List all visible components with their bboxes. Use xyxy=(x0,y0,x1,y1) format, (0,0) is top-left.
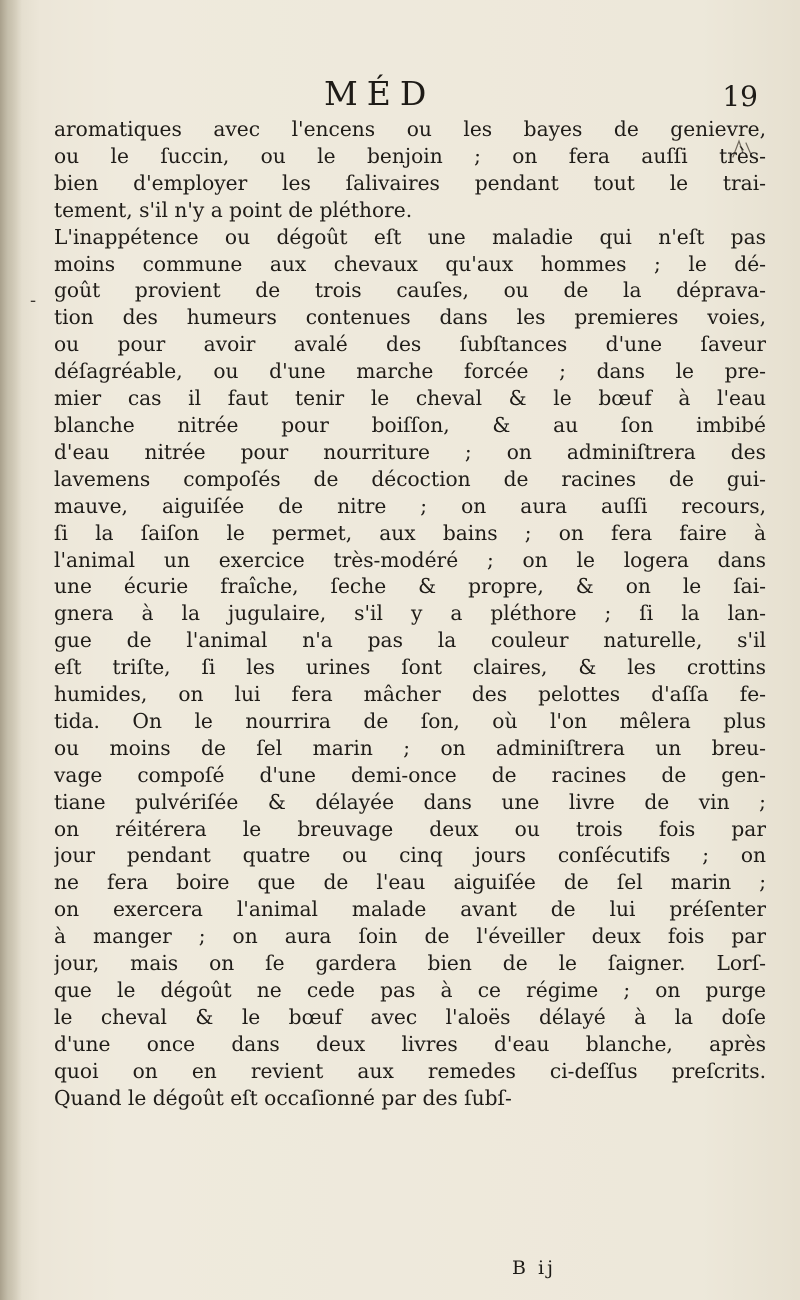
body-text xyxy=(54,116,766,1112)
text-line: ou le ſuccin, ou le benjoin ; on fera auſſi très- xyxy=(54,143,766,168)
text-line: le cheval & le bœuf avec l'aloës délayé à la doſe xyxy=(54,1004,766,1029)
text-line: eſt triſte, ſi les urines ſont claires, & les crottins xyxy=(54,655,766,680)
text-line: lavemens compoſés de décoction de racines de gui- xyxy=(54,466,766,491)
text-line: gnera à la jugulaire, s'il y a pléthore ; ſi la lan- xyxy=(54,601,766,626)
text-line: une écurie fraîche, ſeche & propre, & on le ſai- xyxy=(54,574,766,599)
text-line: bien d'employer les ſalivaires pendant tout le trai- xyxy=(54,170,766,195)
text-line: l'animal un exercice très-modéré ; on le logera dans xyxy=(54,547,766,572)
text-line: vage compoſé d'une demi-once de racines de gen- xyxy=(54,762,766,787)
text-line: Quand le dégoût eſt occaſionné par des ſubſ- xyxy=(54,1085,512,1110)
text-line: ou pour avoir avalé des ſubſtances d'une ſaveur xyxy=(54,332,766,357)
text-line: à manger ; on aura ſoin de l'éveiller deux fois par xyxy=(54,924,766,949)
text-line: on exercera l'animal malade avant de lui préſenter xyxy=(54,897,766,922)
text-line: L'inappétence ou dégoût eſt une maladie qui n'eſt pas xyxy=(54,224,766,249)
text-line: tida. On le nourrira de ſon, où l'on mêlera plus xyxy=(54,708,766,733)
margin-hyphen: - xyxy=(30,290,37,311)
binding-edge xyxy=(0,0,22,1300)
running-head: MÉD xyxy=(324,74,436,113)
text-line: ou moins de ſel marin ; on adminiſtrera un breu- xyxy=(54,735,766,760)
text-line: tion des humeurs contenues dans les premieres voies, xyxy=(54,305,766,330)
text-line: mauve, aiguiſée de nitre ; on aura auſſi recours, xyxy=(54,493,766,518)
text-line: goût provient de trois cauſes, ou de la déprava- xyxy=(54,278,766,303)
text-line: on réitérera le breuvage deux ou trois fois par xyxy=(54,816,766,841)
text-line: aromatiques avec l'encens ou les bayes de genievre, xyxy=(54,117,766,141)
text-line: mier cas il faut tenir le cheval & le bœuf à l'eau xyxy=(54,386,766,411)
text-line: gue de l'animal n'a pas la couleur naturelle, s'il xyxy=(54,628,766,653)
page-header xyxy=(52,74,760,118)
text-line: déſagréable, ou d'une marche forcée ; dans le pre- xyxy=(54,359,766,384)
text-line: ſi la ſaiſon le permet, aux bains ; on fera faire à xyxy=(54,520,766,545)
text-line: d'eau nitrée pour nourriture ; on adminiſtrera des xyxy=(54,439,766,464)
text-line: tement, s'il n'y a point de pléthore. xyxy=(54,197,413,222)
text-line: tiane pulvériſée & délayée dans une livre de vin ; xyxy=(54,789,766,814)
signature-mark: B ij xyxy=(512,1257,556,1279)
text-line: jour, mais on ſe gardera bien de le ſaigner. Lorſ- xyxy=(54,951,766,976)
page-number: 19 xyxy=(722,80,758,113)
text-line: humides, on lui fera mâcher des pelottes d'aſſa fe- xyxy=(54,682,766,707)
text-line: jour pendant quatre ou cinq jours conſécutifs ; on xyxy=(54,843,766,868)
text-line: quoi on en revient aux remedes ci-deſſus preſcrits. xyxy=(54,1058,766,1083)
text-line: que le dégoût ne cede pas à ce régime ; on purge xyxy=(54,978,766,1002)
text-line: ne fera boire que de l'eau aiguiſée de ſel marin ; xyxy=(54,870,766,895)
text-line: d'une once dans deux livres d'eau blanche, après xyxy=(54,1031,766,1056)
text-line: blanche nitrée pour boiſſon, & au ſon imbibé xyxy=(54,412,766,437)
text-line: moins commune aux chevaux qu'aux hommes ; le dé- xyxy=(54,251,766,276)
